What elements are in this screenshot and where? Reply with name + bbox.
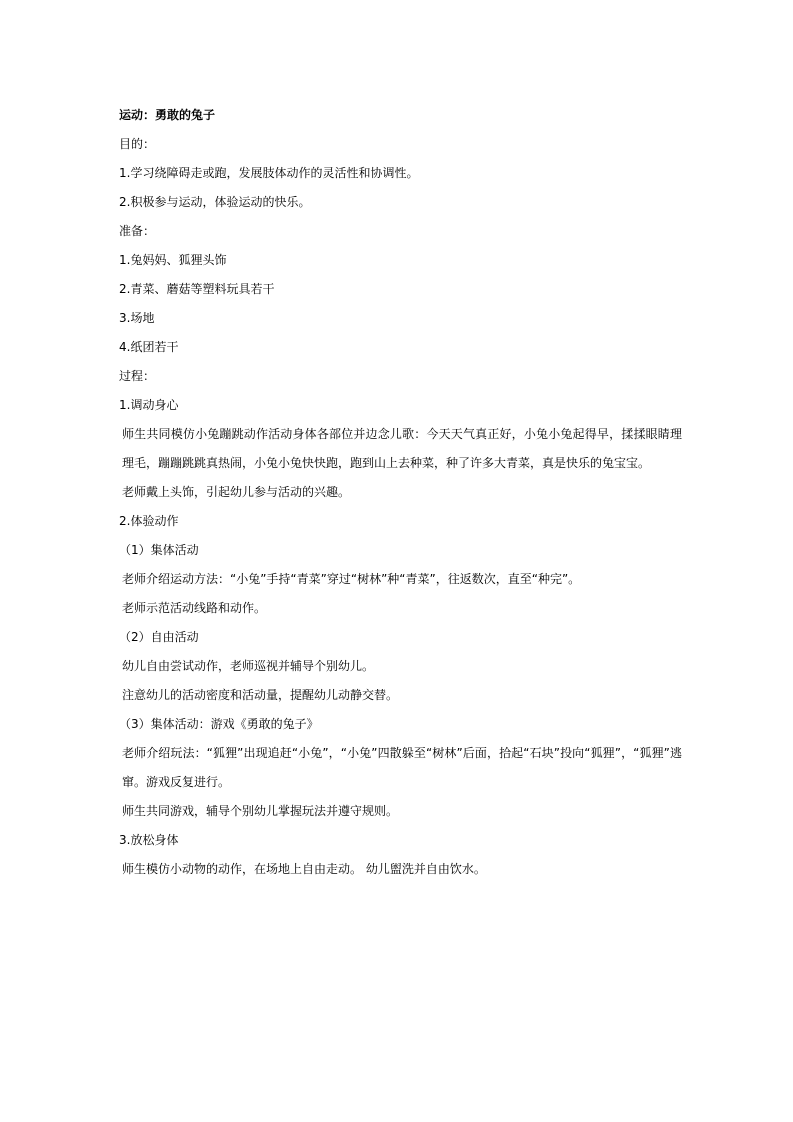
- sub-1-paragraph: 老师介绍运动方法：“小兔”手持“青菜”穿过“树林”种“青菜”，往返数次，直至“种完”。: [122, 572, 581, 586]
- step-1-heading: 1.调动身心: [119, 398, 179, 412]
- step-1-note: 老师戴上头饰，引起幼儿参与活动的兴趣。: [122, 485, 351, 499]
- sub-3-note: 师生共同游戏，辅导个别幼儿掌握玩法并遵守规则。: [122, 804, 399, 818]
- sub-2-note: 注意幼儿的活动密度和活动量，提醒幼儿动静交替。: [122, 688, 399, 702]
- sub-3-heading: （3）集体活动：游戏《勇敢的兔子》: [119, 717, 319, 731]
- prep-item-2: 2.青菜、蘑菇等塑料玩具若干: [119, 282, 275, 296]
- purpose-item-1: 1.学习绕障碍走或跑，发展肢体动作的灵活性和协调性。: [119, 166, 419, 180]
- sub-2-heading: （2）自由活动: [119, 630, 199, 644]
- step-3-heading: 3.放松身体: [119, 833, 179, 847]
- step-2-heading: 2.体验动作: [119, 514, 179, 528]
- prep-heading: 准备：: [119, 224, 156, 238]
- sub-1-note: 老师示范活动线路和动作。: [122, 601, 267, 615]
- sub-2-paragraph: 幼儿自由尝试动作，老师巡视并辅导个别幼儿。: [122, 659, 375, 673]
- prep-item-4: 4.纸团若干: [119, 340, 179, 354]
- sub-1-heading: （1）集体活动: [119, 543, 199, 557]
- purpose-heading: 目的：: [119, 137, 156, 151]
- step-1-paragraph: 师生共同模仿小兔蹦跳动作活动身体各部位并边念儿歌：今天天气真正好，小兔小兔起得早，揉揉眼睛理理毛，蹦蹦跳跳真热闹，小兔小兔快快跑，跑到山上去种菜，种了许多大青菜，真是快乐的兔宝宝。: [122, 427, 682, 470]
- document-body: [119, 101, 682, 884]
- prep-item-1: 1.兔妈妈、狐狸头饰: [119, 253, 227, 267]
- process-heading: 过程：: [119, 369, 156, 383]
- prep-item-3: 3.场地: [119, 311, 155, 325]
- step-3-paragraph: 师生模仿小动物的动作，在场地上自由走动。 幼儿盥洗并自由饮水。: [122, 862, 486, 876]
- sub-3-paragraph: 老师介绍玩法：“狐狸”出现追赶“小兔”，“小兔”四散躲至“树林”后面，拾起“石块”投向“狐狸”，“狐狸”逃窜。游戏反复进行。: [122, 746, 682, 789]
- document-title: 运动：勇敢的兔子: [119, 108, 216, 122]
- purpose-item-2: 2.积极参与运动，体验运动的快乐。: [119, 195, 311, 209]
